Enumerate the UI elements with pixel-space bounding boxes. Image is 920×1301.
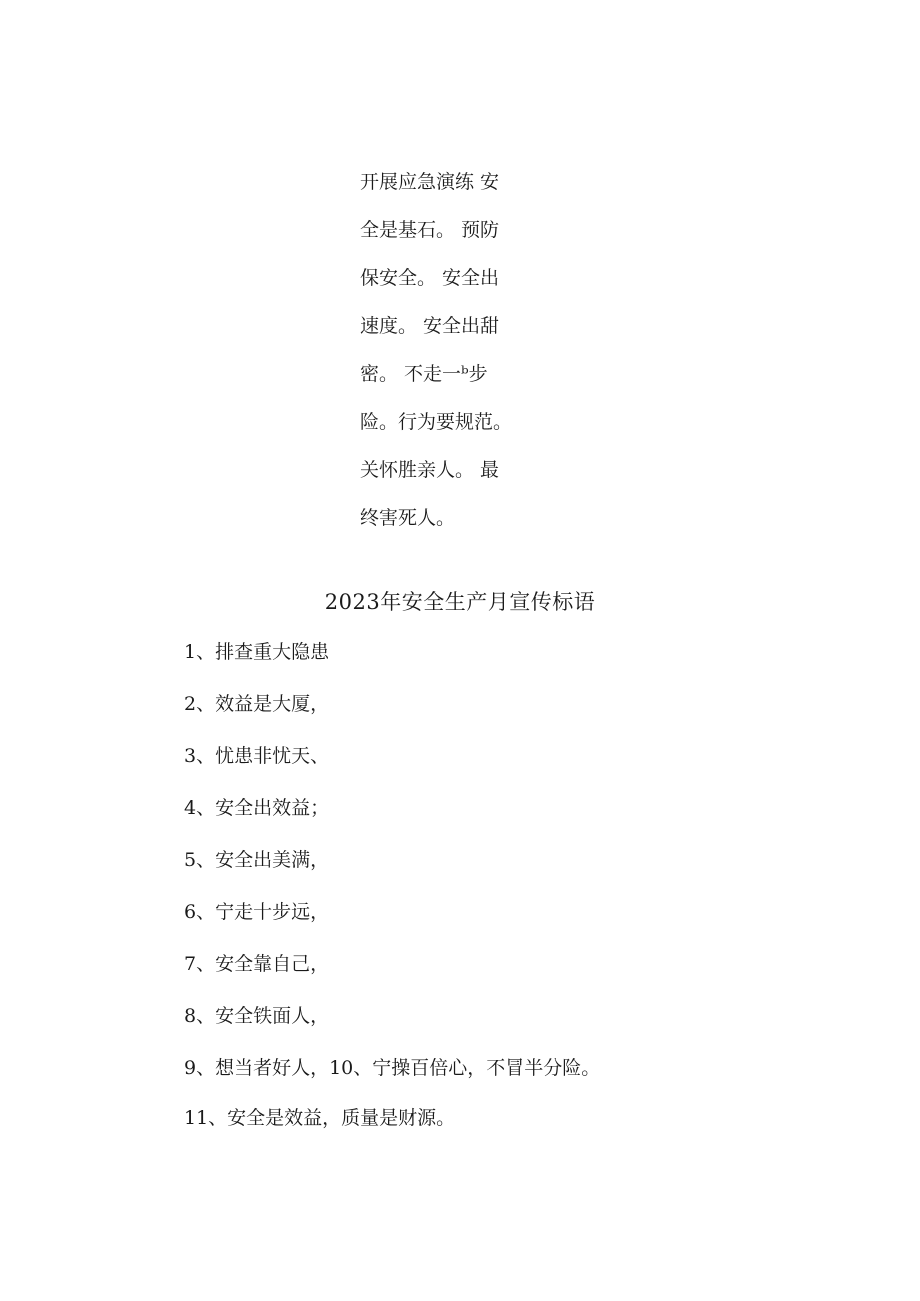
column-line: 关怀胜亲人。 最 <box>360 459 500 481</box>
column-line: 开展应急演练 安 <box>360 171 500 193</box>
slogan-item: 11、安全是效益，质量是财源。 <box>184 1107 456 1129</box>
slogan-item: 4、安全出效益； <box>184 797 330 819</box>
document-title: 2023年安全生产月宣传标语 <box>324 590 596 614</box>
slogan-item: 3、忧患非忧天、 <box>184 745 330 767</box>
slogan-item: 5、安全出美满， <box>184 849 330 871</box>
slogan-item: 7、安全靠自己， <box>184 953 330 975</box>
slogan-item: 6、宁走十步远， <box>184 901 330 923</box>
slogan-item: 2、效益是大厦， <box>184 693 330 715</box>
slogan-item: 9、想当者好人，10、宁操百倍心，不冒半分险。 <box>184 1057 601 1079</box>
top-text-column <box>360 168 530 552</box>
column-line: 保安全。 安全出 <box>360 267 500 289</box>
column-line: 终害死人。 <box>360 507 456 529</box>
column-line: 速度。 安全出甜 <box>360 315 500 337</box>
column-line: 全是基石。 预防 <box>360 219 500 241</box>
slogan-item: 1、排查重大隐患 <box>184 641 330 663</box>
slogan-list <box>184 638 604 1156</box>
column-line: 密。 不走一ᵇ步 <box>360 363 488 385</box>
column-line: 险。行为要规范。 <box>360 411 513 433</box>
slogan-item: 8、安全铁面人， <box>184 1005 330 1027</box>
